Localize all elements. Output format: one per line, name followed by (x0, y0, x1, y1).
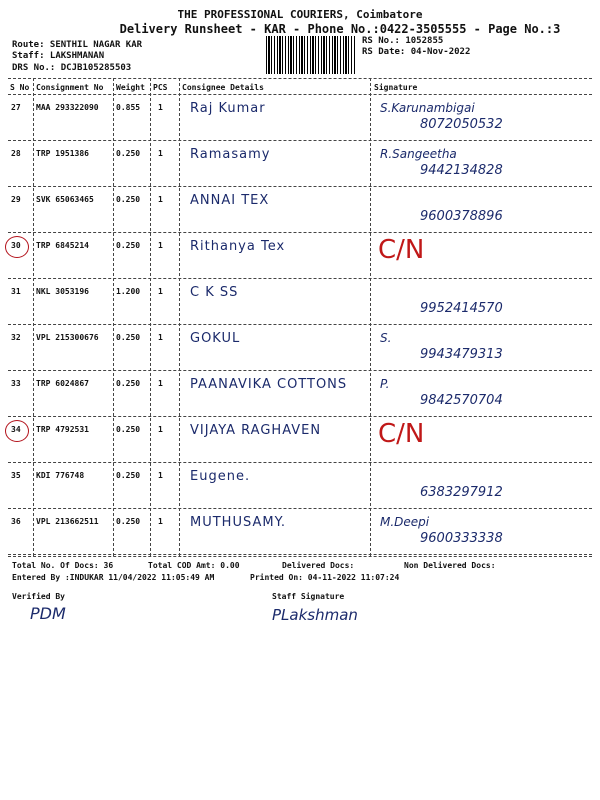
row-divider (8, 324, 592, 325)
row-weight: 0.250 (116, 333, 141, 342)
row-consignee: Rithanya Tex (190, 239, 286, 254)
row-circle-mark (5, 236, 29, 258)
row-consignee: MUTHUSAMY. (190, 515, 287, 530)
col-header-sno: S No (10, 83, 30, 92)
row-consignee: Raj Kumar (190, 101, 266, 116)
row-divider (8, 416, 592, 417)
table-bottom-rule (8, 556, 592, 557)
row-sno: 36 (11, 517, 21, 526)
row-pcs: 1 (158, 517, 163, 526)
row-signature: P. (380, 377, 390, 391)
row-divider (8, 462, 592, 463)
row-consignment: NKL 3053196 (36, 287, 89, 296)
col-header-weight: Weight (116, 83, 145, 92)
row-weight: 0.250 (116, 149, 141, 158)
row-weight: 0.250 (116, 471, 141, 480)
staff-handwritten-signature: PLakshman (272, 606, 358, 624)
row-consignment: VPL 215300676 (36, 333, 99, 342)
row-sno: 32 (11, 333, 21, 342)
company-title: THE PROFESSIONAL COURIERS, Coimbatore (177, 8, 423, 21)
row-consignment: TRP 6845214 (36, 241, 89, 250)
col-divider (179, 78, 180, 556)
col-header-signature: Signature (374, 83, 418, 92)
rs-date: RS Date: 04-Nov-2022 (362, 47, 471, 57)
row-phone: 9943479313 (420, 347, 503, 362)
row-consignment: SVK 65063465 (36, 195, 94, 204)
row-pcs: 1 (158, 287, 163, 296)
row-consignment: MAA 293322090 (36, 103, 99, 112)
row-consignment: TRP 1951386 (36, 149, 89, 158)
row-divider (8, 278, 592, 279)
row-phone: 9952414570 (420, 301, 503, 316)
col-header-consignee: Consignee Details (182, 83, 264, 92)
col-divider (113, 78, 114, 556)
row-pcs: 1 (158, 103, 163, 112)
row-sno: 30 (11, 241, 21, 250)
row-consignment: TRP 4792531 (36, 425, 89, 434)
row-pcs: 1 (158, 195, 163, 204)
row-sno: 34 (11, 425, 21, 434)
row-sno: 35 (11, 471, 21, 480)
row-signature: M.Deepi (380, 515, 430, 529)
row-weight: 0.250 (116, 195, 141, 204)
row-pcs: 1 (158, 425, 163, 434)
row-consignment: VPL 213662511 (36, 517, 99, 526)
route-label: Route: SENTHIL NAGAR KAR (12, 40, 143, 50)
verified-by-label: Verified By (12, 592, 65, 601)
row-signature: S. (380, 331, 392, 345)
col-header-consignment: Consignment No (36, 83, 104, 92)
row-consignee: PAANAVIKA COTTONS (190, 377, 348, 392)
row-divider (8, 140, 592, 141)
row-weight: 0.250 (116, 517, 141, 526)
col-divider (150, 78, 151, 556)
printed-on: Printed On: 04-11-2022 11:07:24 (250, 573, 400, 582)
row-weight: 1.200 (116, 287, 141, 296)
row-divider (8, 232, 592, 233)
table-header-rule (8, 94, 592, 95)
row-divider (8, 186, 592, 187)
rs-number: RS No.: 1052855 (362, 36, 444, 46)
non-delivered: Non Delivered Docs: (404, 561, 496, 570)
runsheet-title: Delivery Runsheet - KAR - Phone No.:0422-3505555 - Page No.:3 (119, 22, 561, 36)
row-pcs: 1 (158, 379, 163, 388)
row-divider (8, 554, 592, 555)
row-phone: 6383297912 (420, 485, 503, 500)
total-cod: Total COD Amt: 0.00 (148, 561, 240, 570)
row-consignee: ANNAI TEX (190, 193, 270, 208)
row-weight: 0.250 (116, 241, 141, 250)
row-weight: 0.250 (116, 379, 141, 388)
row-circle-mark (5, 420, 29, 442)
row-sno: 29 (11, 195, 21, 204)
row-pcs: 1 (158, 241, 163, 250)
row-sno: 28 (11, 149, 21, 158)
row-phone: 9442134828 (420, 163, 503, 178)
row-consignee: GOKUL (190, 331, 241, 346)
row-signature: S.Karunambigai (380, 101, 475, 115)
drs-number: DRS No.: DCJB105285503 (12, 63, 132, 73)
row-pcs: 1 (158, 149, 163, 158)
row-divider (8, 370, 592, 371)
col-header-pcs: PCS (153, 83, 168, 92)
delivered-docs: Delivered Docs: (282, 561, 355, 570)
row-sno: 33 (11, 379, 21, 388)
row-phone: 9842570704 (420, 393, 503, 408)
row-consignment: TRP 6024867 (36, 379, 89, 388)
row-consignment: KDI 776748 (36, 471, 85, 480)
row-divider (8, 508, 592, 509)
row-consignee: Ramasamy (190, 147, 271, 162)
row-consignee: VIJAYA RAGHAVEN (190, 423, 322, 438)
row-weight: 0.855 (116, 103, 141, 112)
entered-by: Entered By :INDUKAR 11/04/2022 11:05:49 AM (12, 573, 215, 582)
row-phone: 9600333338 (420, 531, 503, 546)
row-phone: 8072050532 (420, 117, 503, 132)
total-docs: Total No. Of Docs: 36 (12, 561, 114, 570)
staff-signature-label: Staff Signature (272, 592, 345, 601)
row-consignee: C K SS (190, 285, 239, 300)
verified-signature: PDM (30, 604, 66, 623)
row-phone: 9600378896 (420, 209, 503, 224)
row-sno: 27 (11, 103, 21, 112)
row-signature: C/N (378, 419, 425, 449)
row-weight: 0.250 (116, 425, 141, 434)
row-signature: C/N (378, 235, 425, 265)
staff-label: Staff: LAKSHMANAN (12, 51, 105, 61)
row-pcs: 1 (158, 333, 163, 342)
row-sno: 31 (11, 287, 21, 296)
col-divider (370, 78, 371, 556)
table-top-rule (8, 78, 592, 79)
row-consignee: Eugene. (190, 469, 251, 484)
row-pcs: 1 (158, 471, 163, 480)
col-divider (33, 78, 34, 556)
row-signature: R.Sangeetha (380, 147, 457, 161)
barcode (266, 36, 356, 74)
